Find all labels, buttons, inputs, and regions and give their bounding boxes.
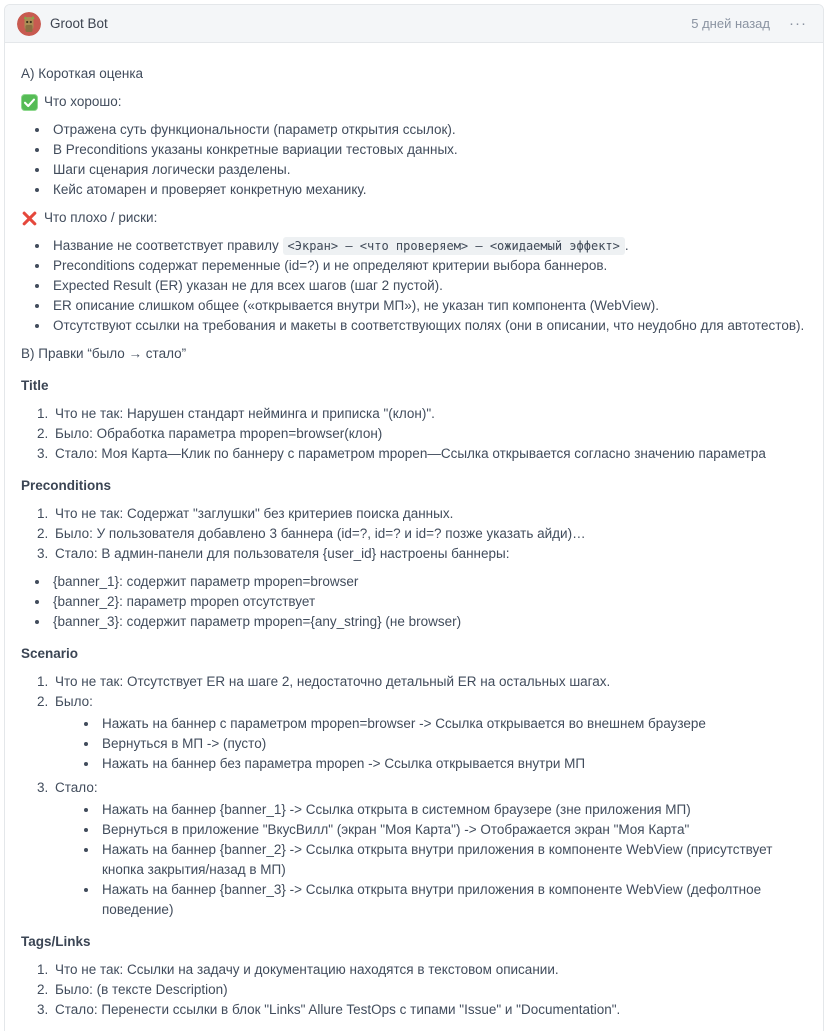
comment-body <box>5 43 823 1031</box>
section-a-title: А) Короткая оценка <box>21 66 144 81</box>
list-item: • Отсутствуют ссылки на требования и макеты в соответствующих полях (они в описании, что неудобно для автотестов). <box>50 316 807 336</box>
list-item: 3. Стало: Перенести ссылки в блок "Links" Allure TestOps с типами "Issue" и "Documentation". <box>52 1000 807 1020</box>
groot-avatar-icon <box>17 12 41 36</box>
banners-list <box>21 572 807 632</box>
list-item: • {banner_2}: параметр mpopen отсутствует <box>50 592 807 612</box>
list-item: • Нажать на баннер с параметром mpopen=browser -> Ссылка открывается во внешнем браузере <box>99 714 807 734</box>
list-item: 2. Было: (в тексте Description) <box>52 980 807 1000</box>
list-item: 3. Стало: В админ-панели для пользователя {user_id} настроены баннеры: <box>52 544 807 564</box>
timestamp: 5 дней назад <box>691 16 770 31</box>
list-item: • ER описание слишком общее («открывается внутри МП»), не указан тип компонента (WebView). <box>50 296 807 316</box>
list-item: 1. Что не так: Нарушен стандарт нейминга и приписка "(клон)". <box>52 404 807 424</box>
avatar <box>17 12 41 36</box>
scenario-became-list <box>55 800 807 920</box>
tags-links-heading: Tags/Links <box>21 934 91 949</box>
list-item: • Нажать на баннер без параметра mpopen -> Ссылка открывается внутри МП <box>99 754 807 774</box>
comment-card <box>4 4 824 1031</box>
good-heading <box>21 92 807 112</box>
bad-list <box>21 236 807 336</box>
bad-item-prefix: Название не соответствует правилу <box>53 238 283 253</box>
scenario-became-label: Стало: <box>55 780 98 795</box>
preconditions-heading: Preconditions <box>21 478 112 493</box>
list-item: • Нажать на баннер {banner_2} -> Ссылка открыта внутри приложения в компоненте WebView (присутствует кнопка закрытия/назад в МП) <box>99 840 807 880</box>
bad-item-suffix: . <box>624 238 629 253</box>
good-list <box>21 120 807 200</box>
list-item <box>50 236 807 256</box>
list-item: • Нажать на баннер {banner_3} -> Ссылка открыта внутри приложения в компоненте WebView (дефолтное поведение) <box>99 880 807 920</box>
list-item <box>52 778 807 920</box>
list-item: 2. Было: У пользователя добавлено 3 баннера (id=?, id=? и id=? позже указать айди)… <box>52 524 807 544</box>
scenario-was-label: Было: <box>55 694 93 709</box>
scenario-was-list <box>55 714 807 774</box>
list-item: • {banner_3}: содержит параметр mpopen={any_string} (не browser) <box>50 612 807 632</box>
list-item: 3. Стало: Моя Карта—Клик по баннеру с параметром mpopen—Ссылка открывается согласно значению параметра <box>52 444 807 464</box>
scenario-ordered-list <box>21 672 807 920</box>
list-item: 1. Что не так: Отсутствует ER на шаге 2, недостаточно детальный ER на остальных шагах. <box>52 672 807 692</box>
check-mark-icon <box>21 94 38 111</box>
list-item: 1. Что не так: Ссылки на задачу и документацию находятся в текстовом описании. <box>52 960 807 980</box>
list-item: • Кейс атомарен и проверяет конкретную механику. <box>50 180 807 200</box>
naming-rule-code: <Экран> — <что проверяем> — <ожидаемый эффект> <box>283 237 625 255</box>
cross-mark-icon <box>21 210 38 227</box>
list-item: • Вернуться в приложение "ВкусВилл" (экран "Моя Карта") -> Отображается экран "Моя Карта" <box>99 820 807 840</box>
list-item <box>52 692 807 774</box>
bad-heading-label: Что плохо / риски: <box>44 210 158 225</box>
list-item: • В Preconditions указаны конкретные вариации тестовых данных. <box>50 140 807 160</box>
scenario-heading: Scenario <box>21 646 79 661</box>
preconditions-ordered-list <box>21 504 807 564</box>
good-heading-label: Что хорошо: <box>44 94 122 109</box>
list-item: 1. Что не так: Содержат "заглушки" без критериев поиска данных. <box>52 504 807 524</box>
list-item: • Отражена суть функциональности (параметр открытия ссылок). <box>50 120 807 140</box>
tags-links-ordered-list <box>21 960 807 1020</box>
section-b-title: В) Правки “было → стало” <box>21 346 187 361</box>
list-item: • Нажать на баннер {banner_1} -> Ссылка открыта в системном браузере (зне приложения МП) <box>99 800 807 820</box>
title-block-heading: Title <box>21 378 49 393</box>
author-name: Groot Bot <box>50 16 108 31</box>
comment-header <box>5 5 823 43</box>
title-ordered-list <box>21 404 807 464</box>
list-item: • Вернуться в МП -> (пусто) <box>99 734 807 754</box>
list-item: • Шаги сценария логически разделены. <box>50 160 807 180</box>
bad-heading <box>21 208 807 228</box>
list-item: • Preconditions содержат переменные (id=?) и не определяют критерии выбора баннеров. <box>50 256 807 276</box>
list-item: 2. Было: Обработка параметра mpopen=browser(клон) <box>52 424 807 444</box>
list-item: • Expected Result (ER) указан не для всех шагов (шаг 2 пустой). <box>50 276 807 296</box>
list-item: • {banner_1}: содержит параметр mpopen=browser <box>50 572 807 592</box>
more-options-icon[interactable]: ··· <box>785 14 811 33</box>
